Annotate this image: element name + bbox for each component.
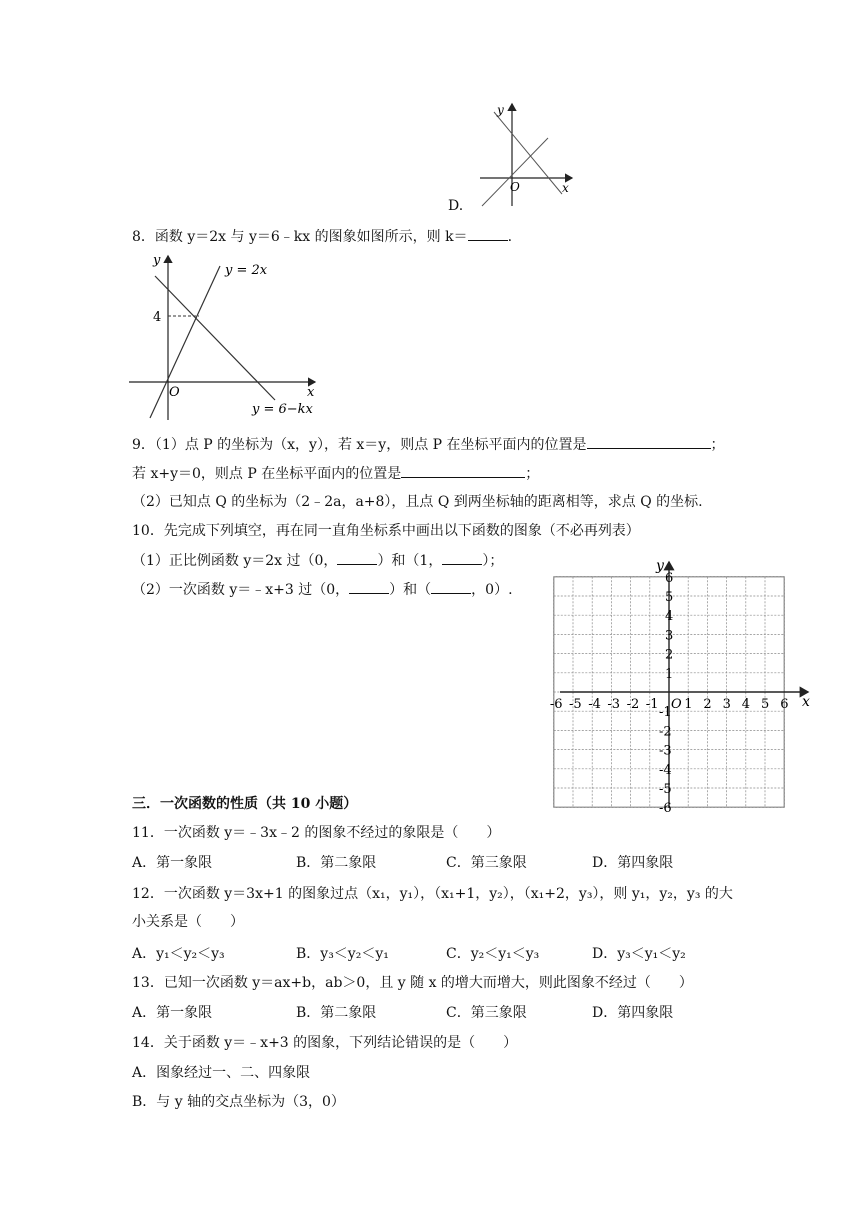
q9-part1-end: ； [710, 437, 725, 453]
q10-part2-text-b: ）和（ [389, 582, 432, 598]
q8-answer-blank[interactable] [468, 226, 508, 241]
y-tick-label: 3 [665, 628, 674, 644]
line-y-2x [150, 266, 220, 418]
q12-option-b[interactable]: B．y₃＜y₂＜y₁ [296, 946, 389, 962]
q11-option-a[interactable]: A．第一象限 [132, 855, 213, 871]
y-tick-label: 6 [665, 570, 674, 586]
q11-option-c[interactable]: C．第三象限 [446, 855, 527, 871]
q13-option-d[interactable]: D．第四象限 [592, 1005, 674, 1021]
x-tick-label: 4 [741, 697, 751, 712]
q12-option-d[interactable]: D．y₃＜y₁＜y₂ [592, 946, 686, 962]
y-tick-label: 2 [665, 647, 674, 663]
q9-blank-2[interactable] [401, 463, 525, 478]
q13-option-c[interactable]: C．第三象限 [446, 1005, 527, 1021]
y-tick-label: 4 [665, 609, 674, 625]
x-tick-label: -2 [626, 697, 640, 712]
q9-line1 [132, 434, 725, 455]
q12-option-c[interactable]: C．y₂＜y₁＜y₃ [446, 946, 540, 962]
x-axis-label: x [562, 181, 569, 195]
origin-label: O [510, 180, 520, 194]
y-axis-label: y [153, 253, 161, 268]
x-tick-label: -6 [549, 697, 563, 712]
x-tick-label: 6 [780, 697, 789, 712]
x-axis-label: x [307, 385, 315, 400]
y-tick-labels [659, 571, 673, 816]
x-tick-label: -1 [645, 697, 659, 712]
y-axis-label: y [497, 103, 504, 117]
y-tick-label: -1 [659, 705, 672, 721]
q10-coordinate-grid [549, 556, 822, 818]
y-tick-label: -2 [659, 724, 672, 740]
q8-text-end: . [507, 229, 513, 245]
q13-option-b[interactable]: B．第二象限 [296, 1005, 377, 1021]
q10-part2-text-c: ，0）. [471, 582, 513, 598]
q9-part1b-text: 若 x+y＝0，则点 P 在坐标平面内的位置是 [132, 466, 402, 482]
y-tick-label: 5 [665, 590, 674, 605]
x-tick-label: -4 [588, 697, 601, 712]
y-tick-label: -6 [659, 801, 672, 817]
q10-part2 [132, 579, 513, 600]
label-y-6-kx: y = 6−kx [252, 402, 313, 417]
decreasing-line [494, 112, 562, 194]
q14-stem: 14．关于函数 y＝﹣x+3 的图象，下列结论错误的是（ ） [132, 1035, 518, 1051]
q8-figure [125, 252, 325, 422]
increasing-line [482, 138, 548, 206]
q10-part1 [132, 550, 503, 571]
q14-option-a[interactable]: A．图象经过一、二、四象限 [132, 1065, 311, 1081]
x-tick-label: 2 [703, 697, 712, 712]
x-tick-label: 3 [722, 697, 731, 712]
q10-stem: 10．先完成下列填空，再在同一直角坐标系中画出以下函数的图象（不必再列表） [132, 523, 640, 539]
q10-blank-3[interactable] [349, 579, 389, 594]
q13-stem: 13．已知一次函数 y＝ax+b，ab＞0，且 y 随 x 的增大而增大，则此图象不经过（ ） [132, 975, 693, 991]
y-tick-label: 1 [665, 666, 674, 682]
q8-text: 8．函数 y＝2x 与 y＝6﹣kx 的图象如图所示，则 k＝ [132, 229, 468, 245]
x-tick-label: -3 [607, 697, 621, 712]
q10-part2-text-a: （2）一次函数 y＝﹣x+3 过（0， [132, 582, 350, 598]
q9-part1-text: 9．（1）点 P 的坐标为（x，y），若 x＝y，则点 P 在坐标平面内的位置是 [132, 437, 587, 453]
q8-stem [132, 226, 512, 247]
q10-blank-4[interactable] [431, 579, 471, 594]
q14-option-b[interactable]: B．与 y 轴的交点坐标为（3，0） [132, 1094, 345, 1110]
q12-option-a[interactable]: A．y₁＜y₂＜y₃ [132, 946, 225, 962]
q10-part1-text-b: ）和（1， [377, 553, 443, 569]
x-tick-label: 5 [761, 697, 770, 712]
q10-part1-text-a: （1）正比例函数 y＝2x 过（0， [132, 553, 338, 569]
x-tick-label: 1 [684, 697, 693, 712]
q11-stem: 11．一次函数 y＝﹣3x﹣2 的图象不经过的象限是（ ） [132, 825, 501, 841]
q10-blank-2[interactable] [442, 550, 482, 565]
q9-part2: （2）已知点 Q 的坐标为（2﹣2a，a+8），且点 Q 到两坐标轴的距离相等，求点 Q 的坐标. [132, 494, 703, 510]
grid-x-axis-label: x [802, 694, 810, 710]
q9-line2 [132, 463, 539, 484]
y-tick-label: -4 [659, 762, 672, 778]
grid-y-axis-label: y [656, 558, 664, 574]
label-y-2x: y = 2x [225, 263, 268, 278]
y-tick-label: -5 [659, 782, 672, 797]
x-tick-label: -5 [569, 697, 582, 712]
q13-option-a[interactable]: A．第一象限 [132, 1005, 213, 1021]
q10-blank-1[interactable] [337, 550, 377, 565]
section-3-title: 三．一次函数的性质（共 10 小题） [132, 796, 358, 812]
q7-option-d-figure [472, 98, 582, 210]
q12-stem-line2: 小关系是（ ） [132, 914, 244, 930]
q12-stem-line1: 12．一次函数 y＝3x+1 的图象过点（x₁，y₁），（x₁+1，y₂），（x₁+2，y₃），则 y₁，y₂，y₃ 的大 [132, 886, 733, 902]
q11-option-d[interactable]: D．第四象限 [592, 855, 674, 871]
q9-blank-1[interactable] [587, 434, 711, 449]
q7-option-d-label: D. [448, 198, 464, 214]
y-tick-label: -3 [659, 743, 672, 759]
q9-part1b-end: ； [525, 466, 540, 482]
origin-label: O [169, 385, 180, 400]
x-tick-label: O [671, 697, 682, 712]
q11-option-b[interactable]: B．第二象限 [296, 855, 377, 871]
q10-part1-text-c: ）； [482, 553, 504, 569]
tick-label-4: 4 [153, 310, 162, 325]
